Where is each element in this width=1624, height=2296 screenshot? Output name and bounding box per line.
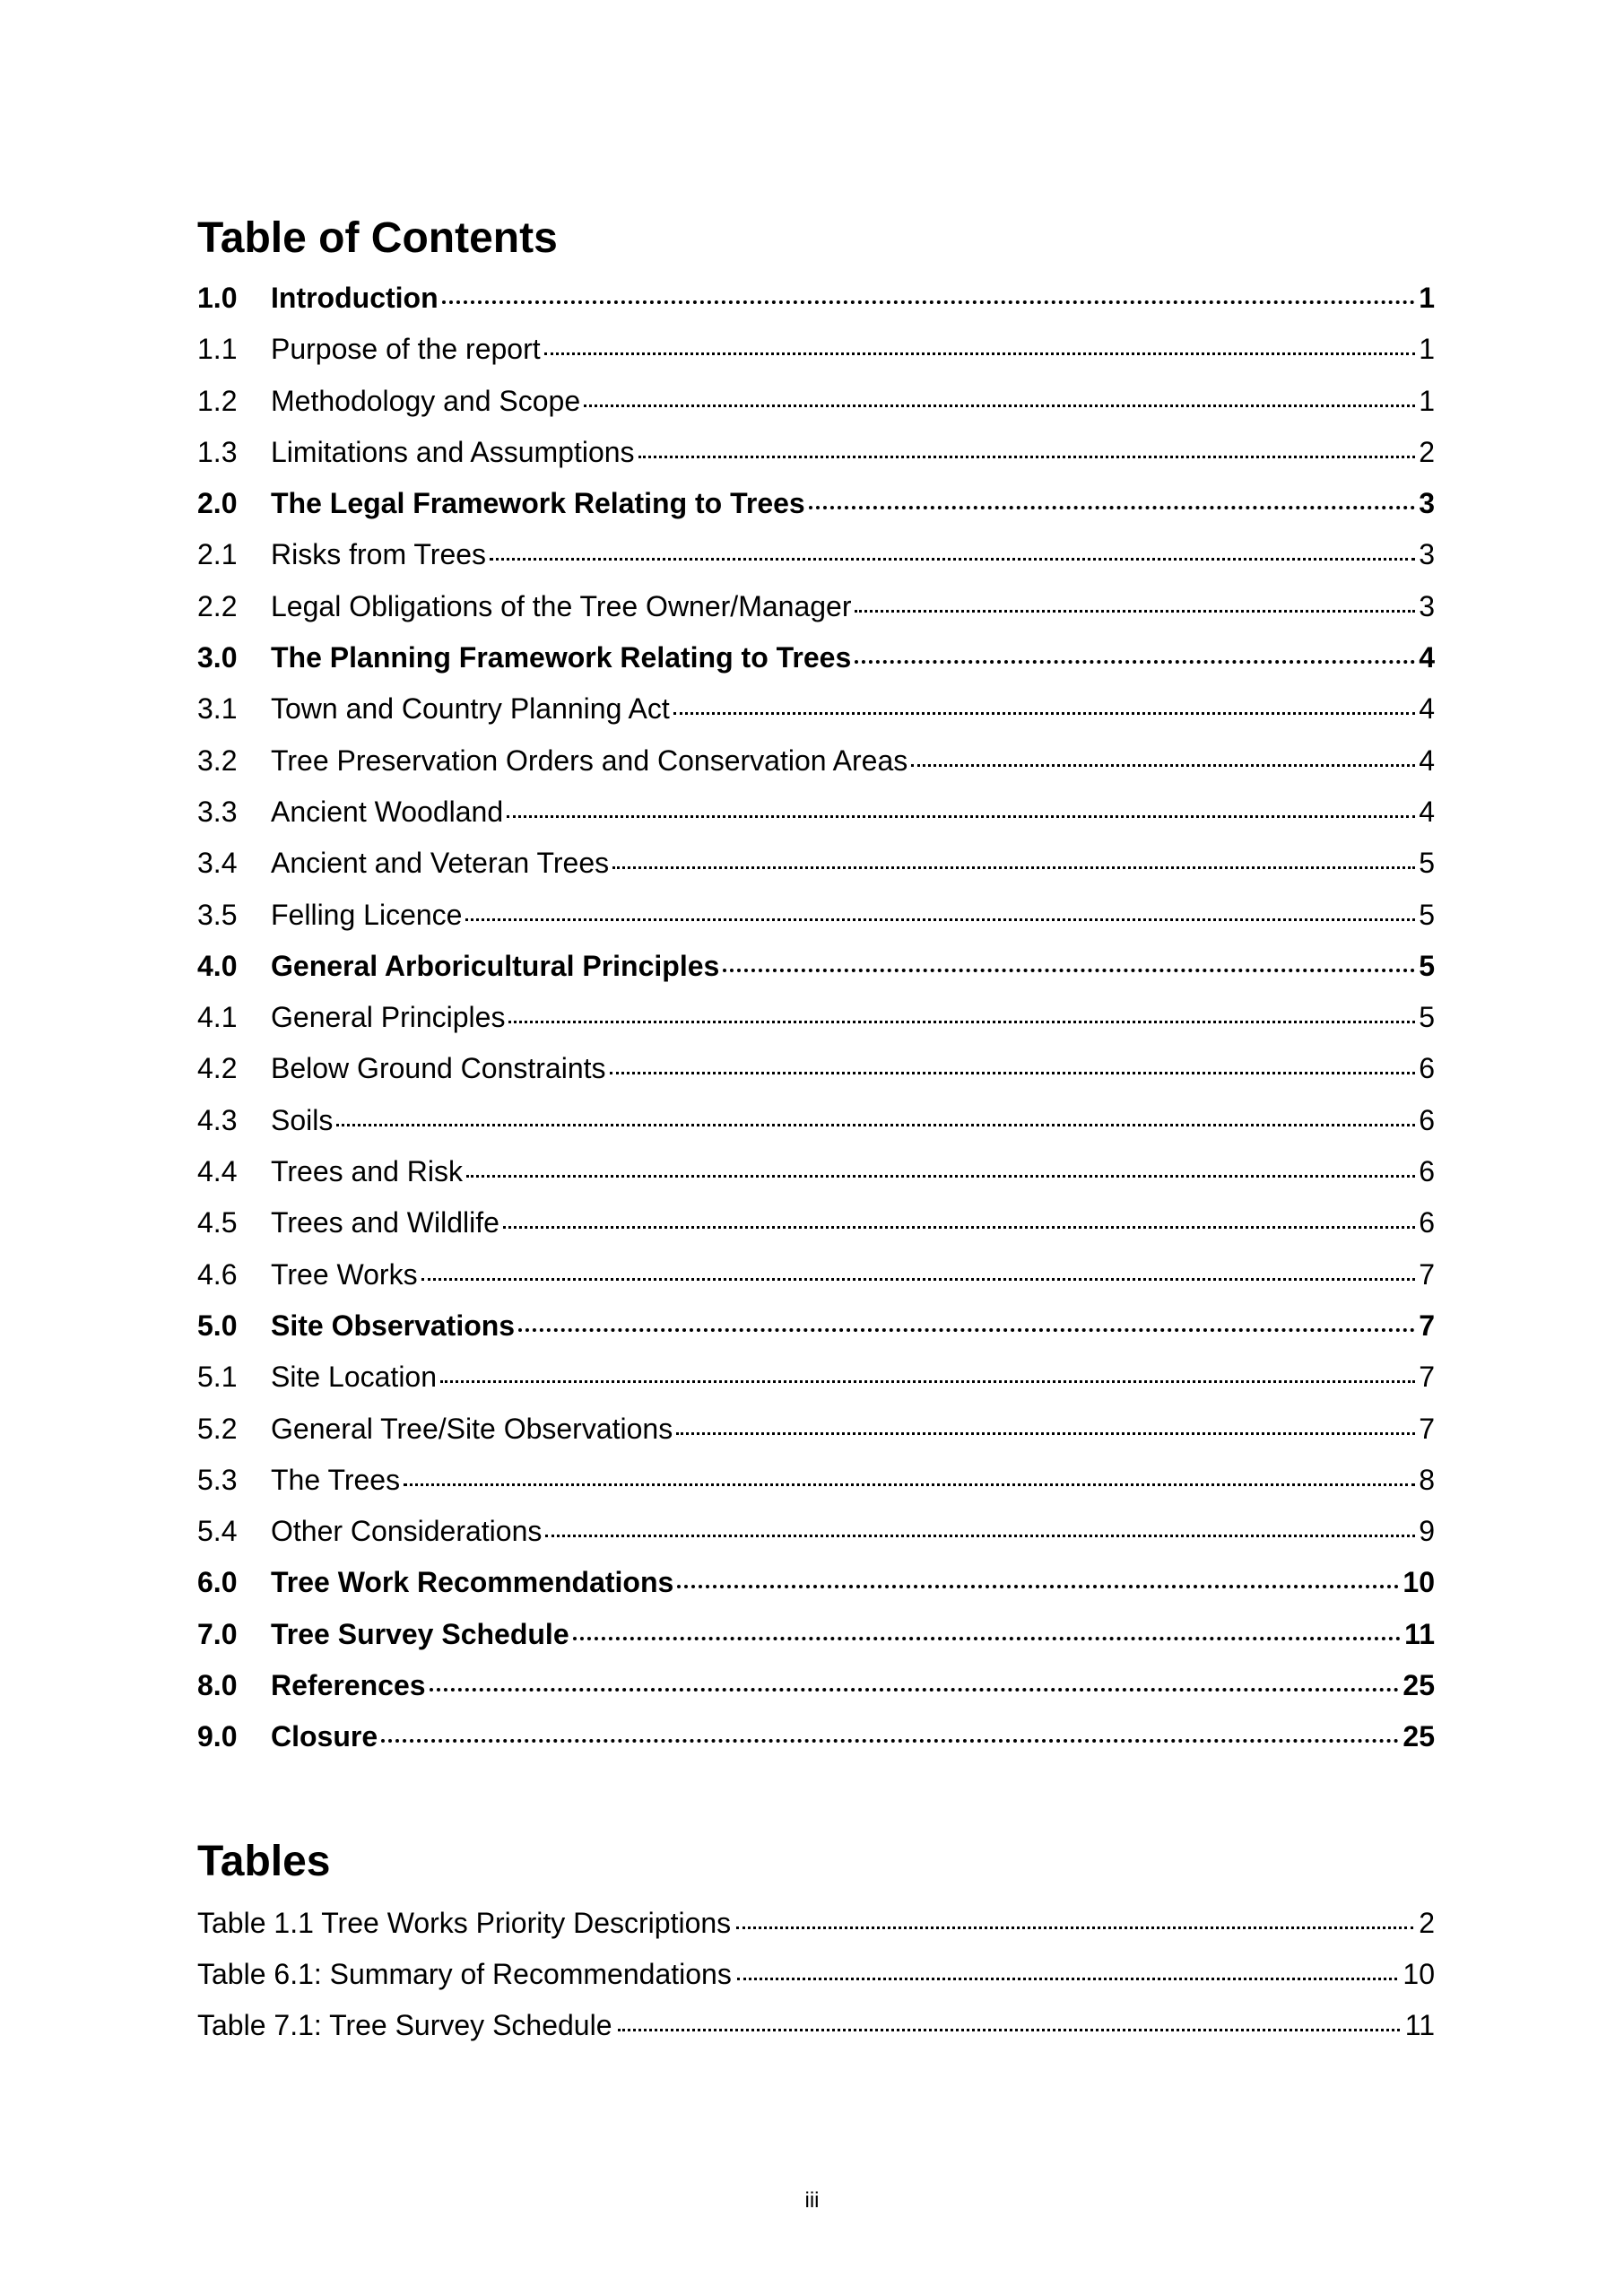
toc-entry-number: 3.0 <box>197 641 238 674</box>
toc-dot-leader <box>855 610 1415 613</box>
toc-dot-leader <box>610 1072 1416 1074</box>
toc-entry-title: The Legal Framework Relating to Trees <box>271 487 805 520</box>
toc-entry-number: 3.3 <box>197 795 238 828</box>
toc-entry-number: 2.0 <box>197 487 238 520</box>
toc-dot-leader <box>677 1585 1399 1588</box>
table-list-entry-page: 2 <box>1419 1907 1435 1939</box>
table-list-dot-leader <box>736 1926 1413 1929</box>
toc-entry[interactable] <box>197 1146 1435 1197</box>
toc-entry[interactable] <box>197 632 1435 683</box>
toc-dot-leader <box>673 712 1415 715</box>
toc-entry-page: 7 <box>1419 1257 1435 1291</box>
toc-entry-number: 4.2 <box>197 1052 238 1085</box>
toc-entry-number: 9.0 <box>197 1720 238 1753</box>
toc-entry-page: 6 <box>1419 1052 1435 1085</box>
toc-entry-title: The Trees <box>271 1463 401 1496</box>
toc-entry-title: Site Observations <box>271 1309 516 1342</box>
toc-entry-page: 9 <box>1419 1515 1435 1548</box>
toc-entry[interactable] <box>197 324 1435 375</box>
toc-dot-leader <box>440 1380 1415 1383</box>
toc-entry-number: 1.1 <box>197 333 238 366</box>
toc-entry-number: 4.4 <box>197 1155 238 1188</box>
toc-entry-page: 10 <box>1403 1566 1435 1599</box>
toc-entry[interactable] <box>197 1609 1435 1660</box>
toc-dot-leader <box>507 815 1415 818</box>
toc-dot-leader <box>723 969 1415 972</box>
toc-entry-page: 1 <box>1419 384 1435 417</box>
toc-entry-number: 5.1 <box>197 1361 238 1394</box>
toc-entry[interactable] <box>197 1557 1435 1608</box>
toc-entry[interactable] <box>197 273 1435 324</box>
toc-entry-title: Trees and Wildlife <box>271 1206 499 1239</box>
toc-entry-number: 1.0 <box>197 282 238 314</box>
toc-entry-page: 4 <box>1419 692 1435 726</box>
toc-entry-page: 5 <box>1419 1001 1435 1034</box>
toc-entry-number: 4.5 <box>197 1206 238 1239</box>
table-list-dot-leader <box>618 2029 1400 2031</box>
toc-dot-leader <box>809 506 1415 509</box>
toc-dot-leader <box>638 456 1416 458</box>
toc-entry[interactable] <box>197 1352 1435 1403</box>
toc-entry[interactable] <box>197 787 1435 838</box>
toc-entry-page: 4 <box>1419 744 1435 777</box>
toc-entry[interactable] <box>197 1506 1435 1557</box>
toc-entry-number: 8.0 <box>197 1669 238 1702</box>
toc-entry-page: 1 <box>1419 333 1435 366</box>
toc-entry-title: References <box>271 1669 426 1702</box>
toc-entry-title: General Arboricultural Principles <box>271 949 720 982</box>
toc-entry[interactable] <box>197 838 1435 889</box>
toc-entry-page: 3 <box>1419 487 1435 520</box>
toc-entry-number: 5.0 <box>197 1309 238 1342</box>
toc-entry[interactable] <box>197 1660 1435 1711</box>
toc-entry-page: 3 <box>1419 538 1435 571</box>
table-list-entry-page: 10 <box>1403 1958 1435 1990</box>
toc-dot-leader <box>465 918 1415 921</box>
toc-dot-leader <box>544 352 1416 355</box>
toc-entry-number: 6.0 <box>197 1566 238 1599</box>
toc-dot-leader <box>855 660 1415 664</box>
toc-entry[interactable] <box>197 1711 1435 1762</box>
toc-entry-title: Trees and Risk <box>271 1155 463 1188</box>
tables-section <box>197 1835 1435 2051</box>
toc-entry-number: 3.5 <box>197 898 238 931</box>
toc-entry-title: Limitations and Assumptions <box>271 435 635 468</box>
toc-entry-number: 4.6 <box>197 1257 238 1291</box>
toc-entry-page: 6 <box>1419 1103 1435 1136</box>
toc-entry-title: Site Location <box>271 1361 438 1394</box>
toc-entry-number: 1.2 <box>197 384 238 417</box>
toc-dot-leader <box>466 1175 1415 1178</box>
toc-entry-title: Tree Works <box>271 1257 418 1291</box>
toc-dot-leader <box>430 1688 1400 1692</box>
toc-entry-title: Tree Survey Schedule <box>271 1617 569 1650</box>
toc-entry-page: 7 <box>1419 1309 1435 1342</box>
toc-entry-page: 5 <box>1419 898 1435 931</box>
toc-dot-leader <box>508 1021 1415 1023</box>
table-list-entry[interactable] <box>197 1949 1435 2000</box>
toc-entry[interactable] <box>197 890 1435 941</box>
table-of-contents <box>197 273 1435 1763</box>
toc-entry-number: 7.0 <box>197 1617 238 1650</box>
toc-entry-title: Risks from Trees <box>271 538 487 571</box>
table-list-entry-page: 11 <box>1404 2009 1435 2041</box>
toc-entry-page: 6 <box>1419 1155 1435 1188</box>
toc-entry-title: Methodology and Scope <box>271 384 581 417</box>
toc-entry-page: 7 <box>1419 1412 1435 1445</box>
toc-entry[interactable] <box>197 683 1435 735</box>
toc-dot-leader <box>612 866 1415 869</box>
toc-dot-leader <box>503 1226 1415 1229</box>
toc-entry-title: Soils <box>271 1103 334 1136</box>
toc-entry-page: 1 <box>1419 282 1435 314</box>
toc-entry-title: Introduction <box>271 282 439 314</box>
toc-entry-page: 5 <box>1419 847 1435 880</box>
toc-dot-leader <box>336 1124 1415 1126</box>
toc-entry-number: 3.1 <box>197 692 238 726</box>
toc-entry-number: 1.3 <box>197 435 238 468</box>
toc-entry[interactable] <box>197 735 1435 787</box>
toc-entry[interactable] <box>197 992 1435 1043</box>
toc-entry-page: 11 <box>1404 1617 1435 1650</box>
toc-entry-number: 5.4 <box>197 1515 238 1548</box>
toc-dot-leader <box>676 1432 1415 1435</box>
toc-dot-leader <box>573 1637 1402 1640</box>
toc-entry[interactable] <box>197 1043 1435 1094</box>
toc-entry-number: 3.2 <box>197 744 238 777</box>
toc-entry-title: Tree Work Recommendations <box>271 1566 674 1599</box>
toc-entry[interactable] <box>197 1455 1435 1506</box>
toc-entry-page: 4 <box>1419 641 1435 674</box>
toc-dot-leader <box>490 558 1415 561</box>
tables-list <box>197 1898 1435 2051</box>
toc-entry[interactable] <box>197 478 1435 529</box>
toc-entry-page: 4 <box>1419 795 1435 828</box>
toc-entry-title: Felling Licence <box>271 898 463 931</box>
toc-entry-number: 3.4 <box>197 847 238 880</box>
toc-entry-page: 8 <box>1419 1463 1435 1496</box>
table-list-entry-title: Table 6.1: Summary of Recommendations <box>197 1958 732 1990</box>
toc-dot-leader <box>442 300 1416 304</box>
toc-dot-leader <box>381 1739 1399 1743</box>
toc-entry-title: Tree Preservation Orders and Conservation Areas <box>271 744 908 777</box>
toc-dot-leader <box>404 1483 1415 1486</box>
toc-entry-title: Other Considerations <box>271 1515 543 1548</box>
toc-entry[interactable] <box>197 1197 1435 1248</box>
table-list-entry[interactable] <box>197 1898 1435 1949</box>
toc-heading: Table of Contents <box>197 214 558 262</box>
toc-dot-leader <box>545 1535 1415 1537</box>
toc-dot-leader <box>421 1278 1416 1281</box>
toc-entry[interactable] <box>197 581 1435 632</box>
toc-entry-page: 2 <box>1419 435 1435 468</box>
toc-entry[interactable] <box>197 1095 1435 1146</box>
toc-entry-page: 7 <box>1419 1361 1435 1394</box>
toc-entry-title: Ancient Woodland <box>271 795 504 828</box>
toc-entry-page: 3 <box>1419 589 1435 622</box>
table-list-entry[interactable] <box>197 2000 1435 2051</box>
toc-entry[interactable] <box>197 529 1435 580</box>
toc-dot-leader <box>584 404 1415 407</box>
toc-entry[interactable] <box>197 376 1435 427</box>
table-list-entry-title: Table 1.1 Tree Works Priority Descriptions <box>197 1907 732 1939</box>
toc-entry-title: General Tree/Site Observations <box>271 1412 673 1445</box>
toc-entry[interactable] <box>197 1300 1435 1352</box>
toc-entry-number: 2.1 <box>197 538 238 571</box>
toc-entry[interactable] <box>197 1249 1435 1300</box>
table-list-entry-title: Table 7.1: Tree Survey Schedule <box>197 2009 612 2041</box>
toc-entry-number: 2.2 <box>197 589 238 622</box>
toc-entry-title: Closure <box>271 1720 378 1753</box>
toc-entry-number: 4.3 <box>197 1103 238 1136</box>
toc-entry-page: 6 <box>1419 1206 1435 1239</box>
toc-entry-number: 5.2 <box>197 1412 238 1445</box>
tables-heading: Tables <box>197 1838 331 1885</box>
toc-entry[interactable] <box>197 941 1435 992</box>
table-list-dot-leader <box>737 1978 1398 1980</box>
toc-entry-title: Town and Country Planning Act <box>271 692 670 726</box>
toc-entry-page: 25 <box>1403 1669 1435 1702</box>
toc-entry-number: 5.3 <box>197 1463 238 1496</box>
page-number: iii <box>804 2188 820 2213</box>
toc-entry-title: General Principles <box>271 1001 506 1034</box>
toc-entry[interactable] <box>197 1404 1435 1455</box>
toc-entry[interactable] <box>197 427 1435 478</box>
toc-entry-title: Below Ground Constraints <box>271 1052 606 1085</box>
toc-entry-title: The Planning Framework Relating to Trees <box>271 641 852 674</box>
toc-entry-page: 5 <box>1419 949 1435 982</box>
toc-entry-page: 25 <box>1403 1720 1435 1753</box>
toc-entry-title: Purpose of the report <box>271 333 541 366</box>
toc-entry-number: 4.0 <box>197 949 238 982</box>
toc-dot-leader <box>518 1328 1415 1332</box>
toc-entry-title: Ancient and Veteran Trees <box>271 847 610 880</box>
toc-heading-wrap <box>197 212 1435 265</box>
toc-entry-number: 4.1 <box>197 1001 238 1034</box>
toc-dot-leader <box>911 764 1415 767</box>
toc-entry-title: Legal Obligations of the Tree Owner/Manager <box>271 589 852 622</box>
